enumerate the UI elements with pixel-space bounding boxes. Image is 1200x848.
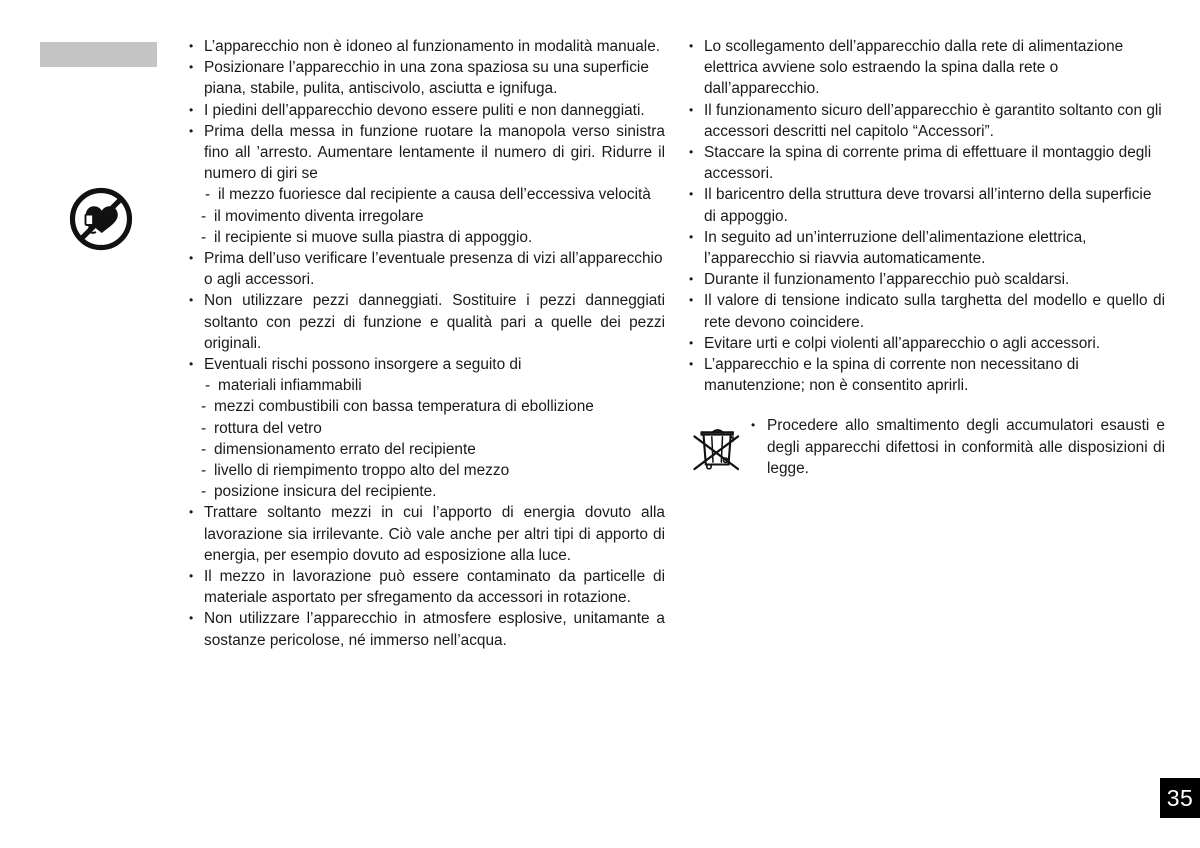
disposal-note-block <box>688 415 1165 481</box>
list-item <box>188 100 665 121</box>
left-text-column <box>188 36 665 651</box>
list-item <box>188 354 665 375</box>
weee-crossed-out-wheeled-bin-icon <box>690 417 746 473</box>
list-item-text: • Il funzionamento sicuro dell’apparecchio è garantito soltanto con gli accessori descritti nel capitolo “Accessori”. <box>704 101 1162 140</box>
list-item-text: • Posizionare l’apparecchio in una zona spaziosa su una superficie piana, stabile, pulita, antiscivolo, asciutta e ignifuga. <box>204 59 649 98</box>
list-item <box>688 100 1165 142</box>
list-item-text: • Non utilizzare pezzi danneggiati. Sostituire i pezzi danneggiati soltanto con pezzi di funzione e qualità pari a quelle dei pezzi originali. <box>204 292 665 352</box>
list-item <box>688 290 1165 332</box>
list-item-text: • L’apparecchio e la spina di corrente non necessitano di manutenzione; non è consentito aprirli. <box>704 356 1079 395</box>
list-item-text: • Staccare la spina di corrente prima di effettuare il montaggio degli accessori. <box>704 144 1152 183</box>
list-item-text: • Evitare urti e colpi violenti all’apparecchio o agli accessori. <box>704 334 1101 352</box>
list-item <box>688 36 1165 100</box>
safety-notes-list-right <box>688 36 1165 396</box>
list-item <box>188 608 665 650</box>
sub-list-item-text: il movimento diventa irregolare <box>214 207 424 225</box>
sub-list-item-text: rottura del vetro <box>214 419 322 437</box>
list-item-text: • Non utilizzare l’apparecchio in atmosfere esplosive, unitamante a sostanze pericolose, né immerso nell’acqua. <box>204 610 665 649</box>
list-item-text: • Prima dell’uso verificare l’eventuale presenza di vizi all’apparecchio o agli accessori. <box>204 250 663 289</box>
sub-list-item-text: livello di riempimento troppo alto del mezzo <box>214 462 510 480</box>
sub-list-item-text: materiali infiammabili <box>218 377 362 395</box>
list-item <box>688 227 1165 269</box>
list-item-text: • Eventuali rischi possono insorgere a seguito di <box>204 356 522 374</box>
list-item-text: • Procedere allo smaltimento degli accumulatori esausti e degli apparecchi difettosi in conformità alle disposizioni di legge. <box>767 417 1165 477</box>
sub-list-item <box>188 439 665 460</box>
sub-list-item-text: dimensionamento errato del recipiente <box>214 440 476 458</box>
sub-list-item <box>188 418 665 439</box>
sub-list-item <box>188 227 665 248</box>
sub-list-item-text: il recipiente si muove sulla piastra di appoggio. <box>214 228 533 246</box>
sub-list-item-text: posizione insicura del recipiente. <box>214 483 437 501</box>
sub-list-item <box>188 481 665 502</box>
list-item <box>688 142 1165 184</box>
disposal-list <box>750 415 1165 479</box>
list-item-text: • Trattare soltanto mezzi in cui l’apporto di energia dovuto alla lavorazione sia irrilevante. Ciò vale anche per altri tipi di apporto di energia, per esempio dovuto ad esposizione alla luce. <box>204 504 665 564</box>
no-pacemaker-icon <box>68 186 134 252</box>
list-item <box>188 57 665 99</box>
sub-list-item <box>188 184 665 205</box>
list-item <box>750 415 1165 479</box>
sub-list-item <box>188 206 665 227</box>
sub-list-item <box>188 396 665 417</box>
list-item <box>688 354 1165 396</box>
sub-list-item-text: il mezzo fuoriesce dal recipiente a causa dell’eccessiva velocità <box>218 186 651 204</box>
list-item <box>188 248 665 290</box>
list-item-text: • Prima della messa in funzione ruotare la manopola verso sinistra fino all ’arresto. Aumentare lentamente il numero di giri. Ridurre il numero di giri se <box>204 122 665 183</box>
safety-notes-list-left <box>188 36 665 651</box>
list-item <box>688 184 1165 226</box>
list-item <box>188 121 665 185</box>
list-item-text: • L’apparecchio non è idoneo al funzionamento in modalità manuale. <box>204 38 661 55</box>
list-item <box>188 566 665 608</box>
list-item-text: • I piedini dell’apparecchio devono essere puliti e non danneggiati. <box>204 101 645 119</box>
list-item <box>188 36 665 57</box>
list-item-text: • Il valore di tensione indicato sulla targhetta del modello e quello di rete devono coincidere. <box>704 292 1165 331</box>
list-item <box>188 502 665 566</box>
heading-placeholder-bar <box>40 42 157 67</box>
list-item-text: • Durante il funzionamento l’apparecchio può scaldarsi. <box>704 271 1070 289</box>
list-item-text: • In seguito ad un’interruzione dell’alimentazione elettrica, l’apparecchio si riavvia automaticamente. <box>704 228 1087 268</box>
list-item-text: • Il baricentro della struttura deve trovarsi all’interno della superficie di appoggio. <box>704 186 1152 225</box>
margin-column <box>0 0 180 848</box>
page-number-badge: 35 <box>1160 778 1200 818</box>
list-item <box>688 269 1165 290</box>
list-item-text: • Lo scollegamento dell’apparecchio dalla rete di alimentazione elettrica avviene solo estraendo la spina dalla rete o dall’apparecchio. <box>704 38 1124 98</box>
sub-list-item <box>188 375 665 396</box>
list-item <box>688 333 1165 354</box>
sub-list-item-text: mezzi combustibili con bassa temperatura di ebollizione <box>214 398 594 416</box>
sub-list-item <box>188 460 665 481</box>
list-item <box>188 290 665 354</box>
right-text-column <box>688 36 1165 481</box>
list-item-text: • Il mezzo in lavorazione può essere contaminato da particelle di materiale asportato per sfregamento da accessori in rotazione. <box>204 568 665 607</box>
